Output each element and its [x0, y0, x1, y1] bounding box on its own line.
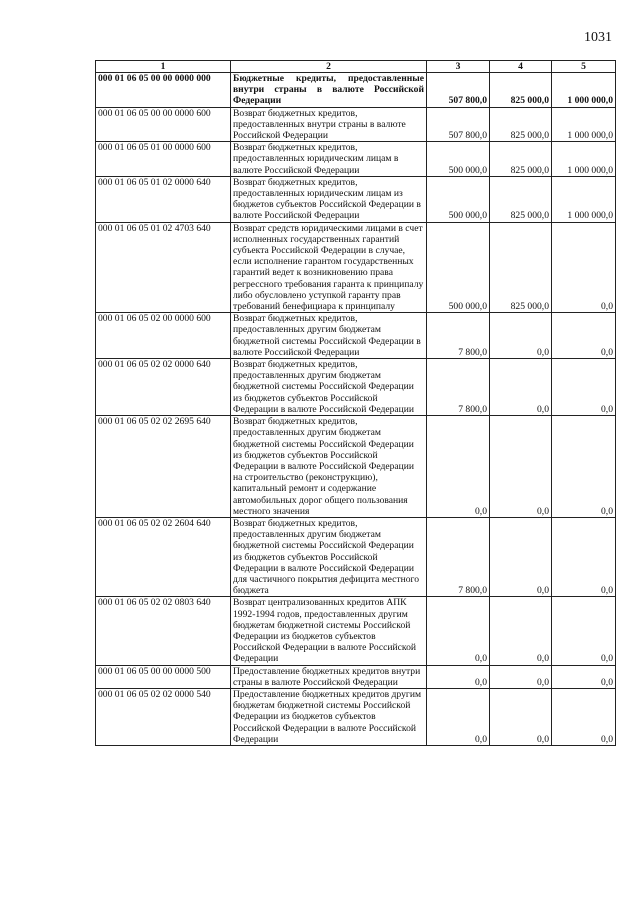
row-name: Возврат средств юридическими лицами в счет исполненных государственных гарантий субъекта Российской Федерации в случае, если исполнение гарантом государственных гарантий ведет к возникновению права регрессного требования гаранта к принципалу либо обусловлено уступкой гаранту прав требований бенефициара к принципалу	[231, 222, 427, 313]
row-code: 000 01 06 05 02 00 0000 600	[96, 313, 231, 359]
row-value-4: 825 000,0	[490, 142, 552, 177]
row-value-4: 0,0	[490, 359, 552, 416]
row-name: Возврат бюджетных кредитов, предоставленных другим бюджетам бюджетной системы Российской Федерации из бюджетов субъектов Российской Федерации в валюте Российской Федерации на строительство (реконструкцию), капитальный ремонт и содержание автомобильных дорог общего пользования местного значения	[231, 416, 427, 518]
row-value-3: 500 000,0	[427, 142, 490, 177]
table-row	[96, 665, 616, 688]
column-header-value-4: 4	[490, 61, 552, 73]
column-header-value-5: 5	[552, 61, 616, 73]
table-row	[96, 416, 616, 518]
row-name: Предоставление бюджетных кредитов другим бюджетам бюджетной системы Российской Федерации из бюджетов субъектов Российской Федерации в валюте Российской Федерации	[231, 688, 427, 745]
row-value-5: 0,0	[552, 665, 616, 688]
row-value-4: 0,0	[490, 517, 552, 596]
row-code: 000 01 06 05 00 00 0000 500	[96, 665, 231, 688]
row-code: 000 01 06 05 02 02 0000 540	[96, 688, 231, 745]
table-row	[96, 107, 616, 142]
row-value-4: 0,0	[490, 688, 552, 745]
row-value-3: 507 800,0	[427, 73, 490, 108]
row-value-3: 0,0	[427, 597, 490, 665]
row-value-5: 0,0	[552, 416, 616, 518]
column-header-value-3: 3	[427, 61, 490, 73]
row-value-5: 0,0	[552, 359, 616, 416]
budget-table	[95, 60, 616, 746]
table-row	[96, 313, 616, 359]
page-number: 1031	[584, 30, 612, 45]
table-row	[96, 597, 616, 665]
row-value-5: 0,0	[552, 222, 616, 313]
row-code: 000 01 06 05 02 02 0803 640	[96, 597, 231, 665]
row-name: Возврат централизованных кредитов АПК 1992-1994 годов, предоставленных другим бюджетам бюджетной системы Российской Федерации из бюджетов субъектов Российской Федерации в валюте Российской Федерации	[231, 597, 427, 665]
row-value-3: 507 800,0	[427, 107, 490, 142]
row-value-5: 0,0	[552, 313, 616, 359]
column-header-code: 1	[96, 61, 231, 73]
row-name: Возврат бюджетных кредитов, предоставленных другим бюджетам бюджетной системы Российской Федерации из бюджетов субъектов Российской Федерации в валюте Российской Федерации для частичного покрытия дефицита местного бюджета	[231, 517, 427, 596]
table-row	[96, 176, 616, 222]
row-name: Бюджетные кредиты, предоставленные внутри страны в валюте Российской Федерации	[231, 73, 427, 108]
row-name: Возврат бюджетных кредитов, предоставленных внутри страны в валюте Российской Федерации	[231, 107, 427, 142]
row-name: Возврат бюджетных кредитов, предоставленных юридическим лицам из бюджетов субъектов Российской Федерации в валюте Российской Федерации	[231, 176, 427, 222]
row-name: Предоставление бюджетных кредитов внутри страны в валюте Российской Федерации	[231, 665, 427, 688]
row-value-5: 0,0	[552, 688, 616, 745]
table-header-row	[96, 61, 616, 73]
row-value-3: 7 800,0	[427, 313, 490, 359]
row-code: 000 01 06 05 01 02 0000 640	[96, 176, 231, 222]
row-code: 000 01 06 05 01 02 4703 640	[96, 222, 231, 313]
row-value-4: 0,0	[490, 665, 552, 688]
row-code: 000 01 06 05 02 02 2604 640	[96, 517, 231, 596]
row-value-5: 1 000 000,0	[552, 142, 616, 177]
row-value-4: 0,0	[490, 313, 552, 359]
row-code: 000 01 06 05 02 02 2695 640	[96, 416, 231, 518]
row-value-3: 0,0	[427, 688, 490, 745]
row-name: Возврат бюджетных кредитов, предоставленных юридическим лицам в валюте Российской Федерации	[231, 142, 427, 177]
row-value-4: 825 000,0	[490, 73, 552, 108]
row-code: 000 01 06 05 00 00 0000 600	[96, 107, 231, 142]
row-value-4: 825 000,0	[490, 222, 552, 313]
row-value-4: 0,0	[490, 597, 552, 665]
row-value-3: 0,0	[427, 416, 490, 518]
row-name: Возврат бюджетных кредитов, предоставленных другим бюджетам бюджетной системы Российской Федерации из бюджетов субъектов Российской Федерации в валюте Российской Федерации	[231, 359, 427, 416]
row-value-4: 0,0	[490, 416, 552, 518]
row-value-3: 500 000,0	[427, 222, 490, 313]
row-name: Возврат бюджетных кредитов, предоставленных другим бюджетам бюджетной системы Российской Федерации в валюте Российской Федерации	[231, 313, 427, 359]
row-value-5: 1 000 000,0	[552, 176, 616, 222]
row-code: 000 01 06 05 01 00 0000 600	[96, 142, 231, 177]
row-value-3: 7 800,0	[427, 359, 490, 416]
row-value-3: 7 800,0	[427, 517, 490, 596]
table-row	[96, 517, 616, 596]
row-value-3: 500 000,0	[427, 176, 490, 222]
row-value-5: 0,0	[552, 597, 616, 665]
table-row	[96, 142, 616, 177]
row-value-5: 0,0	[552, 517, 616, 596]
row-value-5: 1 000 000,0	[552, 73, 616, 108]
row-value-4: 825 000,0	[490, 107, 552, 142]
table-row	[96, 222, 616, 313]
row-value-3: 0,0	[427, 665, 490, 688]
row-value-4: 825 000,0	[490, 176, 552, 222]
row-value-5: 1 000 000,0	[552, 107, 616, 142]
row-code: 000 01 06 05 02 02 0000 640	[96, 359, 231, 416]
table-row	[96, 359, 616, 416]
column-header-name: 2	[231, 61, 427, 73]
row-code: 000 01 06 05 00 00 0000 000	[96, 73, 231, 108]
table-row	[96, 73, 616, 108]
table-row	[96, 688, 616, 745]
